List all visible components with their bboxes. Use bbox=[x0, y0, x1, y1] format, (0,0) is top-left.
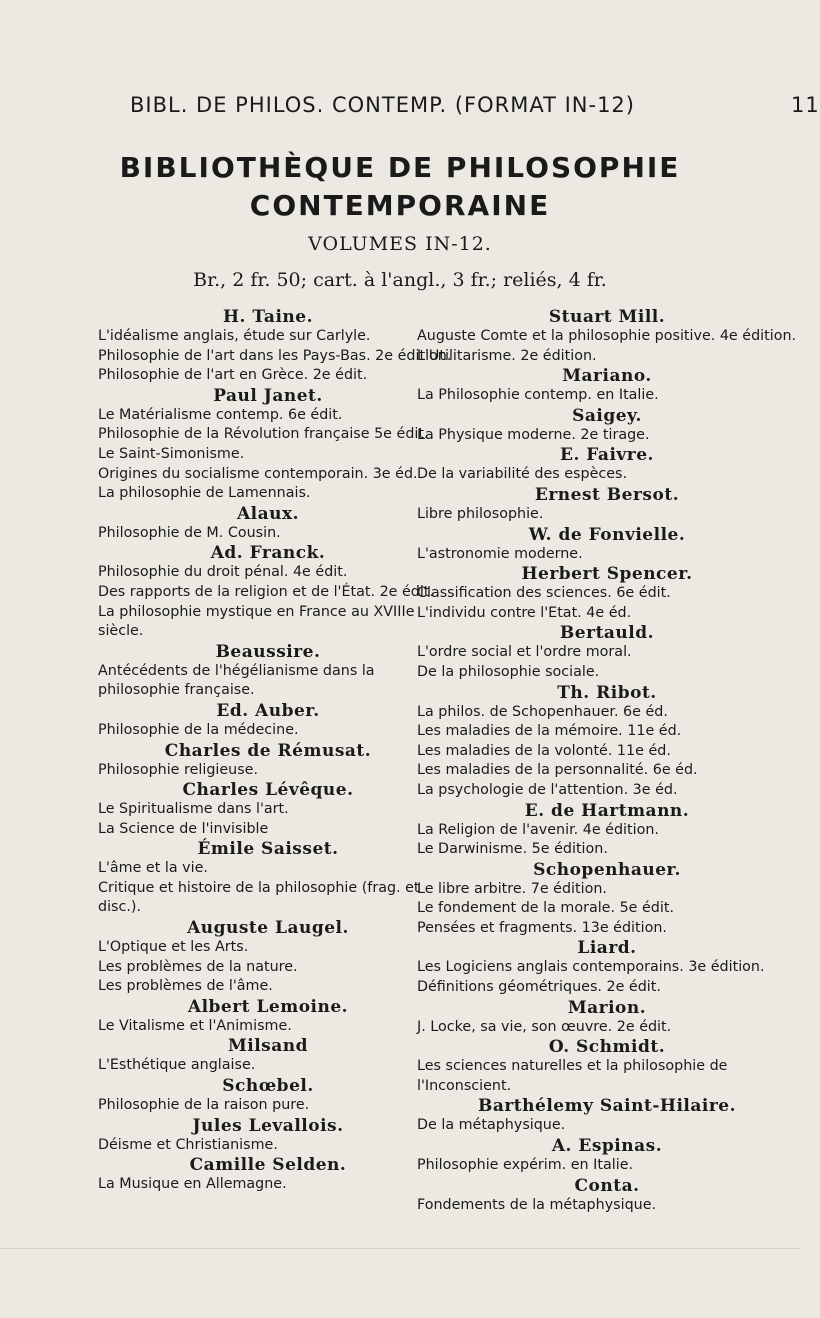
work-title: Origines du socialisme contemporain. 3e éd. bbox=[98, 465, 418, 482]
author-heading: E. Faivre. bbox=[560, 445, 654, 466]
work-title: La philosophie de Lamennais. bbox=[98, 485, 311, 502]
price-line: Br., 2 fr. 50; cart. à l'angl., 3 fr.; reliés, 4 fr. bbox=[193, 269, 607, 291]
author-heading: O. Schmidt. bbox=[548, 1037, 666, 1058]
author-heading: Conta. bbox=[574, 1175, 640, 1196]
author-heading: Alaux. bbox=[236, 503, 300, 524]
author-heading: Stuart Mill. bbox=[548, 307, 666, 327]
author-heading: Schœbel. bbox=[222, 1076, 314, 1097]
work-title: L'individu contre l'Etat. 4e éd. bbox=[417, 604, 632, 621]
work-title: Philosophie de l'art dans les Pays-Bas. 2e édition. bbox=[98, 347, 452, 364]
work-title: La Musique en Allemagne. bbox=[98, 1176, 287, 1193]
work-title: Le Saint-Simonisme. bbox=[98, 445, 245, 462]
work-title: L'astronomie moderne. bbox=[417, 545, 583, 562]
author-heading: A. Espinas. bbox=[551, 1136, 663, 1157]
work-title: Les maladies de la volonté. 11e éd. bbox=[417, 742, 671, 759]
work-title: Philosophie du droit pénal. 4e édit. bbox=[98, 564, 348, 581]
work-title: Les maladies de la personnalité. 6e éd. bbox=[417, 762, 698, 779]
work-title: L'ordre social et l'ordre moral. bbox=[417, 644, 632, 661]
author-heading: Ernest Bersot. bbox=[534, 484, 680, 505]
work-title: La Philosophie contemp. en Italie. bbox=[417, 387, 659, 404]
work-title: Le libre arbitre. 7e édition. bbox=[417, 880, 607, 897]
left-column bbox=[98, 307, 458, 1195]
right-column bbox=[417, 307, 797, 1215]
running-head-title: BIBL. DE PHILOS. CONTEMP. (FORMAT IN-12) bbox=[130, 93, 635, 117]
author-heading: Beaussire. bbox=[215, 641, 321, 662]
work-title: L'Utilitarisme. 2e édition. bbox=[417, 347, 597, 364]
author-heading: Barthélemy Saint-Hilaire. bbox=[477, 1096, 737, 1117]
page-number: 11 bbox=[791, 93, 820, 117]
work-title: Les problèmes de l'âme. bbox=[98, 978, 273, 995]
work-title: Les maladies de la mémoire. 11e éd. bbox=[417, 723, 682, 740]
work-title: Philosophie expérim. en Italie. bbox=[417, 1157, 634, 1174]
work-title: Philosophie de la médecine. bbox=[98, 721, 299, 738]
author-heading: Paul Janet. bbox=[213, 385, 323, 406]
author-heading: Mariano. bbox=[562, 366, 652, 387]
work-title: Le fondement de la morale. 5e édit. bbox=[417, 900, 674, 917]
author-heading: H. Taine. bbox=[223, 307, 313, 327]
work-title: Le Vitalisme et l'Animisme. bbox=[98, 1017, 292, 1034]
author-heading: Marion. bbox=[567, 997, 647, 1018]
author-heading: Saigey. bbox=[572, 405, 642, 426]
author-heading: Ad. Franck. bbox=[210, 543, 326, 564]
work-title: Déisme et Christianisme. bbox=[98, 1136, 278, 1153]
collection-subtitle: CONTEMPORAINE bbox=[249, 189, 551, 222]
work-title: Philosophie de la Révolution française 5e édit. bbox=[98, 426, 429, 443]
work-title: Le Darwinisme. 5e édition. bbox=[417, 841, 608, 858]
author-heading: Camille Selden. bbox=[189, 1155, 347, 1176]
work-title: L'idéalisme anglais, étude sur Carlyle. bbox=[98, 328, 371, 344]
collection-title: BIBLIOTHÈQUE DE PHILOSOPHIE bbox=[119, 151, 681, 184]
work-title: La psychologie de l'attention. 3e éd. bbox=[417, 781, 678, 798]
work-title: Les Logiciens anglais contemporains. 3e édition. bbox=[417, 959, 765, 976]
work-title: J. Locke, sa vie, son œuvre. 2e édit. bbox=[417, 1018, 672, 1035]
author-heading: Charles Lévêque. bbox=[182, 780, 354, 801]
work-title: La philosophie mystique en France au XVIIIe siècle. bbox=[98, 603, 415, 640]
work-title: La Religion de l'avenir. 4e édition. bbox=[417, 821, 659, 838]
work-title: Le Matérialisme contemp. 6e édit. bbox=[98, 406, 343, 423]
work-title: Critique et histoire de la philosophie (frag. et disc.). bbox=[98, 879, 420, 916]
work-title: Auguste Comte et la philosophie positive. 4e édition. bbox=[417, 328, 797, 344]
author-heading: Jules Levallois. bbox=[192, 1115, 344, 1136]
work-title: Les problèmes de la nature. bbox=[98, 958, 298, 975]
author-heading: Milsand bbox=[227, 1036, 309, 1057]
author-heading: Bertauld. bbox=[559, 623, 655, 644]
author-heading: Charles de Rémusat. bbox=[164, 740, 372, 761]
work-title: La philos. de Schopenhauer. 6e éd. bbox=[417, 703, 668, 720]
work-title: L'Optique et les Arts. bbox=[98, 939, 249, 956]
work-title: Le Spiritualisme dans l'art. bbox=[98, 801, 289, 818]
work-title: Philosophie de la raison pure. bbox=[98, 1097, 310, 1114]
author-heading: W. de Fonvielle. bbox=[528, 524, 686, 545]
work-title: Les sciences naturelles et la philosophie de l'Inconscient. bbox=[417, 1058, 728, 1094]
work-title: Fondements de la métaphysique. bbox=[417, 1196, 657, 1213]
author-heading: Th. Ribot. bbox=[557, 682, 657, 703]
work-title: De la métaphysique. bbox=[417, 1117, 566, 1134]
work-title: Antécédents de l'hégélianisme dans la philosophie française. bbox=[98, 662, 375, 699]
work-title: La Science de l'invisible bbox=[98, 820, 269, 837]
page-edge-line bbox=[0, 1248, 800, 1249]
work-title: Des rapports de la religion et de l'État. 2e édit. bbox=[98, 583, 434, 600]
work-title: Philosophie religieuse. bbox=[98, 761, 259, 778]
work-title: Pensées et fragments. 13e édition. bbox=[417, 919, 667, 936]
author-heading: Schopenhauer. bbox=[533, 859, 681, 880]
work-title: De la variabilité des espèces. bbox=[417, 466, 628, 483]
work-title: Philosophie de l'art en Grèce. 2e édit. bbox=[98, 367, 368, 384]
work-title: De la philosophie sociale. bbox=[417, 663, 600, 680]
work-title: Libre philosophie. bbox=[417, 505, 544, 522]
running-head bbox=[130, 93, 820, 117]
author-heading: Ed. Auber. bbox=[216, 700, 320, 721]
author-heading: Albert Lemoine. bbox=[187, 996, 349, 1017]
work-title: L'Esthétique anglaise. bbox=[98, 1057, 256, 1074]
author-heading: Auguste Laugel. bbox=[187, 918, 349, 939]
work-title: Philosophie de M. Cousin. bbox=[98, 524, 281, 541]
format-line: VOLUMES IN-12. bbox=[308, 233, 492, 255]
author-heading: E. de Hartmann. bbox=[524, 800, 690, 821]
work-title: Classification des sciences. 6e édit. bbox=[417, 585, 671, 602]
author-heading: Émile Saisset. bbox=[197, 839, 339, 860]
work-title: L'âme et la vie. bbox=[98, 860, 208, 877]
work-title: La Physique moderne. 2e tirage. bbox=[417, 426, 650, 443]
work-title: Définitions géométriques. 2e édit. bbox=[417, 979, 661, 996]
author-heading: Liard. bbox=[577, 938, 637, 959]
author-heading: Herbert Spencer. bbox=[521, 564, 693, 585]
